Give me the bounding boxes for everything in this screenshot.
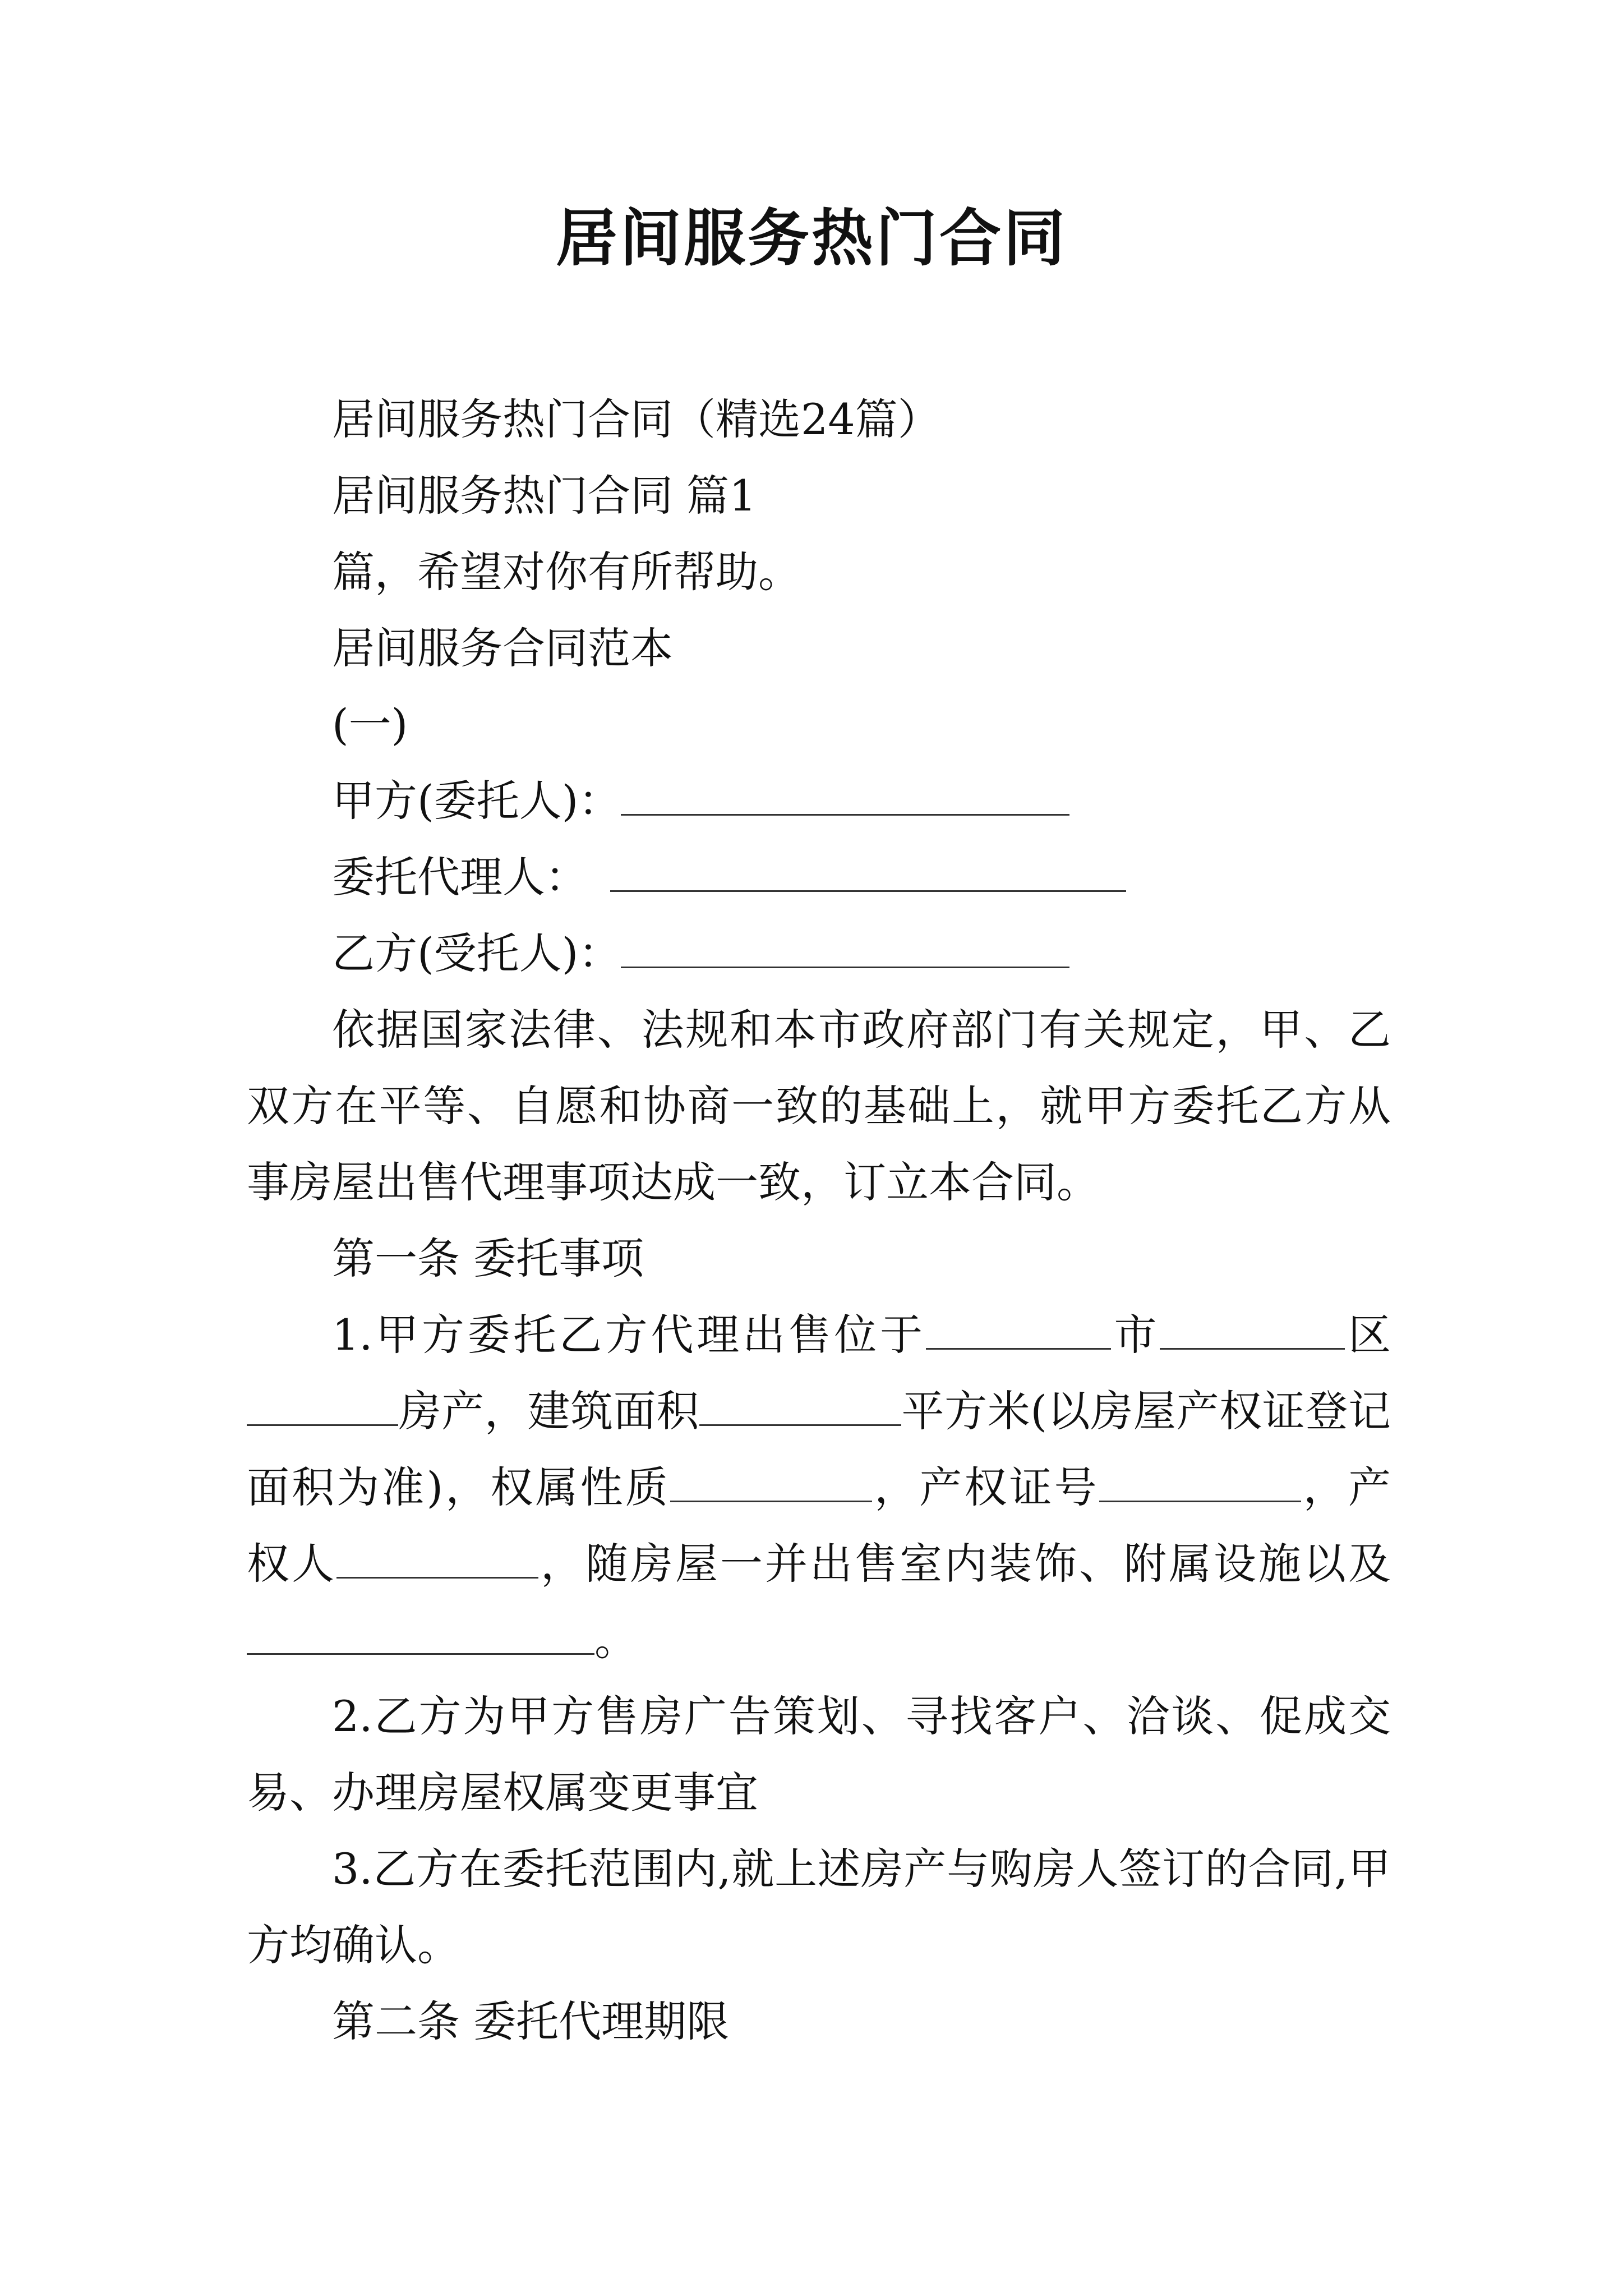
party-a-line — [247, 763, 1391, 839]
address-blank — [247, 1387, 398, 1426]
area-blank — [699, 1387, 901, 1426]
paragraph-preamble: 依据国家法律、法规和本市政府部门有关规定，甲、乙双方在平等、自愿和协商一致的基础上，就甲方委托乙方从事房屋出售代理事项达成一致，订立本合同。 — [247, 1005, 1391, 1207]
party-b-blank — [621, 930, 1069, 968]
party-a-label: 甲方(委托人)： — [332, 776, 621, 826]
district-blank — [1160, 1311, 1345, 1350]
article-1-heading: 第一条 委托事项 — [332, 1234, 644, 1283]
article-1-item-1: 1.甲方委托乙方代理出售位于 市 区房产，建筑面积 平方米(以房屋产权证登记面积为准)，权属性质 ，产权证号 ，产权人 ，随房屋一并出售室内装饰、附属设施以及。 — [247, 1310, 1391, 1665]
paragraph-part-number: (一) — [332, 700, 408, 749]
certificate-number-blank — [1099, 1464, 1301, 1502]
other-items-blank — [247, 1616, 594, 1655]
paragraph-intro-note: 篇，希望对你有所帮助。 — [332, 547, 801, 597]
article-2-heading: 第二条 委托代理期限 — [332, 1996, 730, 2046]
party-b-label: 乙方(受托人)： — [332, 928, 621, 978]
owner-blank — [336, 1540, 538, 1579]
agent-line — [247, 839, 1391, 915]
paragraph-section-heading: 居间服务热门合同 篇1 — [332, 471, 757, 521]
article-1-item-2: 2.乙方为甲方售房广告策划、寻找客户、洽谈、促成交易、办理房屋权属变更事宜 — [247, 1691, 1391, 1818]
article-1-item-3: 3.乙方在委托范围内,就上述房产与购房人签订的合同,甲方均确认。 — [247, 1844, 1391, 1970]
document-body — [247, 381, 1391, 2060]
document-title: 居间服务热门合同 — [556, 202, 1067, 274]
agent-label: 委托代理人： — [332, 852, 588, 902]
paragraph-template-title: 居间服务合同范本 — [332, 623, 673, 673]
party-a-blank — [621, 777, 1069, 816]
party-b-line — [247, 915, 1391, 992]
agent-blank — [610, 853, 1126, 892]
city-blank — [926, 1311, 1111, 1350]
paragraph-subtitle: 居间服务热门合同（精选24篇） — [332, 394, 940, 444]
ownership-type-blank — [670, 1464, 872, 1502]
